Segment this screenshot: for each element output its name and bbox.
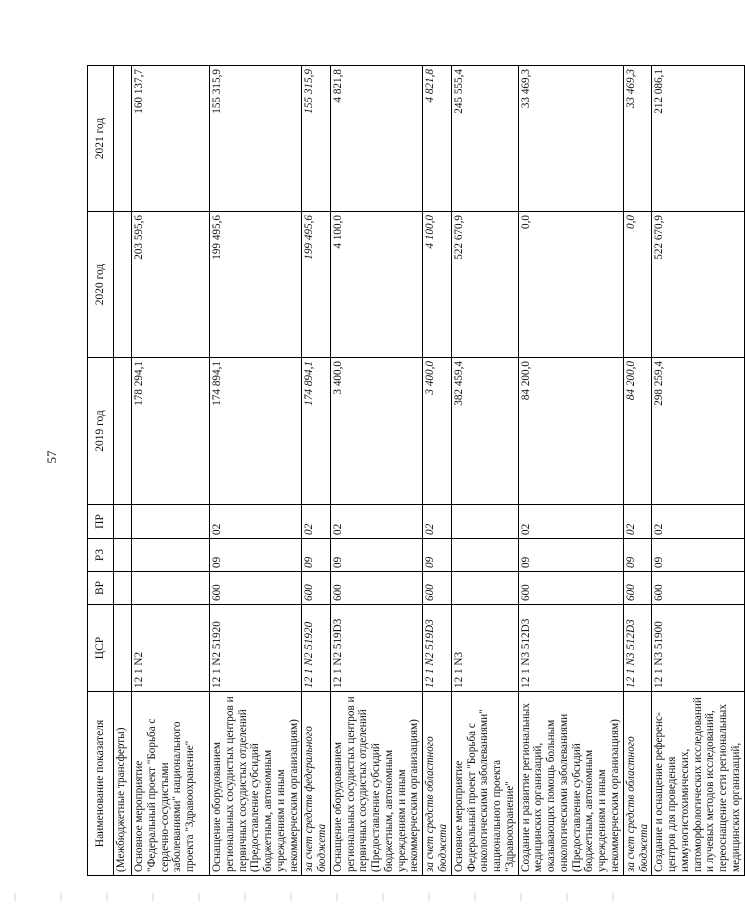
- table-row: [423, 66, 452, 876]
- pr-cell: 02: [210, 505, 302, 539]
- pr-cell: 02: [423, 505, 452, 539]
- table-row: [330, 66, 422, 876]
- csr-cell: 12 1 N2 51920: [210, 605, 302, 692]
- year-2021-cell: 160 137,7: [132, 66, 210, 212]
- column-header: ЦСР: [88, 605, 114, 692]
- year-2021-cell: [114, 66, 132, 212]
- column-header: 2021 год: [88, 66, 114, 212]
- vr-cell: 600: [518, 572, 623, 605]
- indicator-name-cell: Оснащение оборудованием региональных сосудистых центров и первичных сосудистых отделений (Предоставление субсидий бюджетным, автономным учреждениям и иным некоммерческим организациям): [210, 692, 302, 876]
- year-2021-cell: 4 821,8: [423, 66, 452, 212]
- year-2021-cell: 155 315,9: [302, 66, 331, 212]
- pr-cell: 02: [652, 505, 744, 539]
- year-2019-cell: 3 400,0: [423, 358, 452, 505]
- year-2020-cell: 203 595,6: [132, 212, 210, 358]
- year-2021-cell: 4 821,8: [330, 66, 422, 212]
- csr-cell: 12 1 N3 51900: [652, 605, 744, 692]
- vr-cell: 600: [302, 572, 331, 605]
- vr-cell: 600: [330, 572, 422, 605]
- rz-cell: [451, 539, 518, 572]
- year-2019-cell: 178 294,1: [132, 358, 210, 505]
- table-header-row: [88, 66, 114, 876]
- year-2019-cell: 298 259,4: [652, 358, 744, 505]
- table-row: [518, 66, 623, 876]
- indicator-name-cell: Создание и развитие региональных медицинских организаций, оказывающих помощь больным онкологическими заболеваниями (Предоставление субсидий бюджетным, автономным учреждениям и иным некоммерческим организациям): [518, 692, 623, 876]
- page-number: 57: [44, 450, 59, 464]
- year-2019-cell: 174 894,1: [302, 358, 331, 505]
- year-2021-cell: 155 315,9: [210, 66, 302, 212]
- rz-cell: [132, 539, 210, 572]
- csr-cell: 12 1 N3 512D3: [623, 605, 652, 692]
- year-2019-cell: 3 400,0: [330, 358, 422, 505]
- year-2020-cell: 4 100,0: [423, 212, 452, 358]
- indicator-name-cell: Оснащение оборудованием региональных сосудистых центров и первичных сосудистых отделений (Предоставление субсидий бюджетным, автономным учреждениям и иным некоммерческим организациям): [330, 692, 422, 876]
- indicator-name-cell: за счет средств областного бюджета: [623, 692, 652, 876]
- table-body: [114, 66, 745, 876]
- csr-cell: 12 1 N3 512D3: [518, 605, 623, 692]
- pr-cell: [114, 505, 132, 539]
- vr-cell: 600: [423, 572, 452, 605]
- year-2021-cell: 33 469,3: [518, 66, 623, 212]
- csr-cell: 12 1 N2 51920: [302, 605, 331, 692]
- year-2020-cell: [114, 212, 132, 358]
- vr-cell: 600: [623, 572, 652, 605]
- vr-cell: [132, 572, 210, 605]
- rz-cell: 09: [330, 539, 422, 572]
- vr-cell: 600: [210, 572, 302, 605]
- rz-cell: 09: [210, 539, 302, 572]
- table-row: [302, 66, 331, 876]
- year-2020-cell: 199 495,6: [302, 212, 331, 358]
- year-2020-cell: 0,0: [623, 212, 652, 358]
- column-header: Наименование показателя: [88, 692, 114, 876]
- rz-cell: 09: [518, 539, 623, 572]
- pr-cell: 02: [518, 505, 623, 539]
- scan-artifact-strip: [0, 893, 640, 901]
- vr-cell: [114, 572, 132, 605]
- indicator-name-cell: за счет средств федерального бюджета: [302, 692, 331, 876]
- year-2020-cell: 0,0: [518, 212, 623, 358]
- column-header: 2019 год: [88, 358, 114, 505]
- year-2019-cell: 84 200,0: [623, 358, 652, 505]
- csr-cell: [114, 605, 132, 692]
- vr-cell: [451, 572, 518, 605]
- year-2021-cell: 245 555,4: [451, 66, 518, 212]
- year-2019-cell: 174 894,1: [210, 358, 302, 505]
- budget-table-container: [87, 66, 742, 876]
- indicator-name-cell: (Межбюджетные трансферты): [114, 692, 132, 876]
- table-row: [652, 66, 744, 876]
- year-2019-cell: 382 459,4: [451, 358, 518, 505]
- rz-cell: 09: [423, 539, 452, 572]
- table-row: [114, 66, 132, 876]
- pr-cell: 02: [330, 505, 422, 539]
- csr-cell: 12 1 N2 519D3: [423, 605, 452, 692]
- table-row: [623, 66, 652, 876]
- column-header: ПР: [88, 505, 114, 539]
- year-2021-cell: 212 086,1: [652, 66, 744, 212]
- table-row: [451, 66, 518, 876]
- pr-cell: 02: [623, 505, 652, 539]
- year-2019-cell: [114, 358, 132, 505]
- indicator-name-cell: Создание и оснащение референс-центров для проведения иммуногистохимических, патоморфологических исследований и лучевых методов исследований, переоснащение сети региональных медицинских организаций,: [652, 692, 744, 876]
- rz-cell: 09: [652, 539, 744, 572]
- table-row: [132, 66, 210, 876]
- year-2020-cell: 199 495,6: [210, 212, 302, 358]
- pr-cell: [451, 505, 518, 539]
- indicator-name-cell: Основное мероприятие "Федеральный проект "Борьба с сердечно-сосудистыми заболеваниями" национального проекта "Здравоохранение": [132, 692, 210, 876]
- column-header: РЗ: [88, 539, 114, 572]
- rz-cell: 09: [623, 539, 652, 572]
- vr-cell: 600: [652, 572, 744, 605]
- table-row: [210, 66, 302, 876]
- year-2020-cell: 522 670,9: [652, 212, 744, 358]
- pr-cell: 02: [302, 505, 331, 539]
- budget-table: [87, 65, 745, 876]
- indicator-name-cell: за счет средств областного бюджета: [423, 692, 452, 876]
- year-2019-cell: 84 200,0: [518, 358, 623, 505]
- csr-cell: 12 1 N3: [451, 605, 518, 692]
- year-2020-cell: 522 670,9: [451, 212, 518, 358]
- column-header: 2020 год: [88, 212, 114, 358]
- year-2020-cell: 4 100,0: [330, 212, 422, 358]
- column-header: ВР: [88, 572, 114, 605]
- rz-cell: [114, 539, 132, 572]
- year-2021-cell: 33 469,3: [623, 66, 652, 212]
- rz-cell: 09: [302, 539, 331, 572]
- pr-cell: [132, 505, 210, 539]
- csr-cell: 12 1 N2: [132, 605, 210, 692]
- indicator-name-cell: Основное мероприятие Федеральный проект "Борьба с онкологическими заболеваниями" национального проекта "Здравоохранение": [451, 692, 518, 876]
- csr-cell: 12 1 N2 519D3: [330, 605, 422, 692]
